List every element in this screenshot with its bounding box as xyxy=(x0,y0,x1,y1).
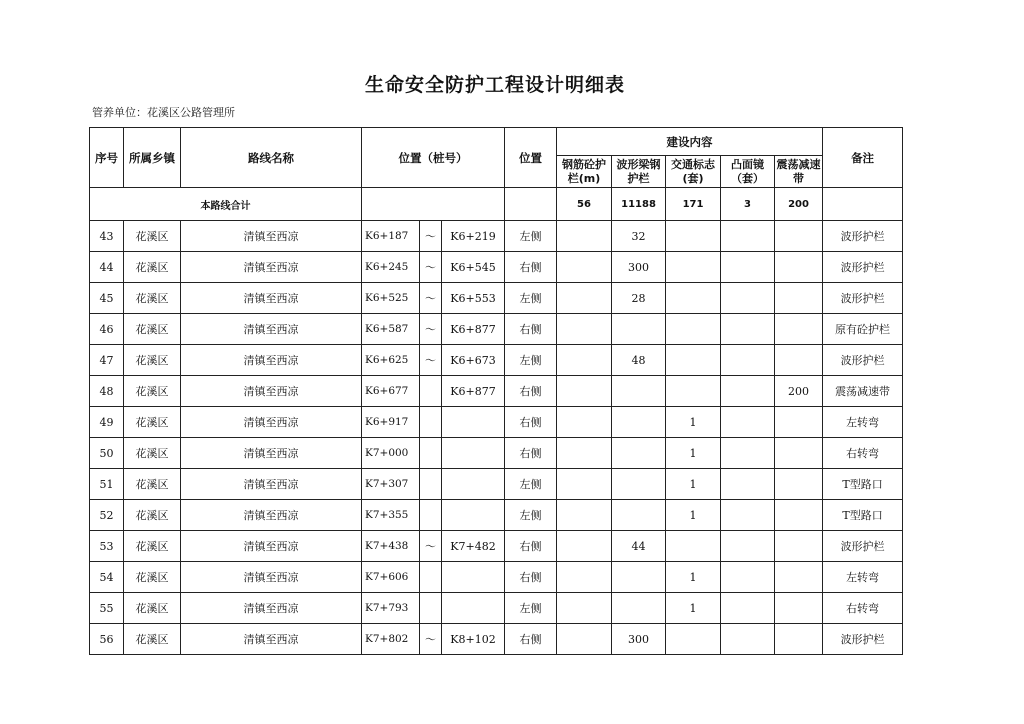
rebar-guardrail-cell xyxy=(557,252,612,283)
speed-bump-cell xyxy=(775,469,823,500)
summary-b: 11188 xyxy=(612,188,666,221)
side-cell: 右侧 xyxy=(505,531,557,562)
side-cell: 右侧 xyxy=(505,314,557,345)
table-row xyxy=(90,593,903,624)
side-cell: 右侧 xyxy=(505,438,557,469)
table-row xyxy=(90,221,903,252)
convex-mirror-cell xyxy=(721,407,775,438)
stake-to-cell xyxy=(442,562,505,593)
stake-tilde-cell xyxy=(420,376,442,407)
stake-to-cell: K8+102 xyxy=(442,624,505,655)
speed-bump-cell xyxy=(775,531,823,562)
speed-bump-cell xyxy=(775,593,823,624)
speed-bump-cell: 200 xyxy=(775,376,823,407)
stake-tilde-cell xyxy=(420,407,442,438)
side-cell: 左侧 xyxy=(505,593,557,624)
note-cell: 波形护栏 xyxy=(823,221,903,252)
summary-c: 171 xyxy=(666,188,721,221)
stake-from-cell: K7+438 xyxy=(362,531,420,562)
rebar-guardrail-cell xyxy=(557,500,612,531)
seq-cell: 56 xyxy=(90,624,124,655)
stake-tilde-cell: ～ xyxy=(420,252,442,283)
route-cell: 清镇至西凉 xyxy=(181,345,362,376)
side-cell: 右侧 xyxy=(505,376,557,407)
seq-cell: 47 xyxy=(90,345,124,376)
stake-tilde-cell: ～ xyxy=(420,283,442,314)
traffic-sign-cell xyxy=(666,624,721,655)
route-cell: 清镇至西凉 xyxy=(181,376,362,407)
wave-guardrail-cell: 28 xyxy=(612,283,666,314)
stake-tilde-cell: ～ xyxy=(420,624,442,655)
convex-mirror-cell xyxy=(721,252,775,283)
header-construction: 建设内容 xyxy=(557,128,823,156)
traffic-sign-cell: 1 xyxy=(666,438,721,469)
speed-bump-cell xyxy=(775,283,823,314)
header-col-a: 钢筋砼护栏(m) xyxy=(557,156,612,188)
speed-bump-cell xyxy=(775,221,823,252)
traffic-sign-cell xyxy=(666,345,721,376)
stake-from-cell: K6+677 xyxy=(362,376,420,407)
traffic-sign-cell: 1 xyxy=(666,469,721,500)
stake-to-cell: K6+877 xyxy=(442,376,505,407)
wave-guardrail-cell xyxy=(612,562,666,593)
side-cell: 左侧 xyxy=(505,469,557,500)
stake-to-cell xyxy=(442,438,505,469)
convex-mirror-cell xyxy=(721,469,775,500)
wave-guardrail-cell xyxy=(612,314,666,345)
note-cell: 右转弯 xyxy=(823,593,903,624)
town-cell: 花溪区 xyxy=(124,376,181,407)
stake-tilde-cell: ～ xyxy=(420,345,442,376)
side-cell: 右侧 xyxy=(505,624,557,655)
stake-tilde-cell xyxy=(420,438,442,469)
note-cell: 震荡减速带 xyxy=(823,376,903,407)
stake-from-cell: K7+000 xyxy=(362,438,420,469)
convex-mirror-cell xyxy=(721,376,775,407)
wave-guardrail-cell: 300 xyxy=(612,624,666,655)
stake-from-cell: K7+802 xyxy=(362,624,420,655)
stake-from-cell: K7+355 xyxy=(362,500,420,531)
note-cell: 右转弯 xyxy=(823,438,903,469)
stake-tilde-cell: ～ xyxy=(420,314,442,345)
rebar-guardrail-cell xyxy=(557,407,612,438)
convex-mirror-cell xyxy=(721,593,775,624)
convex-mirror-cell xyxy=(721,345,775,376)
stake-to-cell xyxy=(442,500,505,531)
summary-d: 3 xyxy=(721,188,775,221)
seq-cell: 44 xyxy=(90,252,124,283)
table-row xyxy=(90,469,903,500)
seq-cell: 51 xyxy=(90,469,124,500)
route-cell: 清镇至西凉 xyxy=(181,593,362,624)
stake-to-cell: K6+545 xyxy=(442,252,505,283)
stake-tilde-cell: ～ xyxy=(420,531,442,562)
traffic-sign-cell xyxy=(666,221,721,252)
table-row xyxy=(90,376,903,407)
seq-cell: 54 xyxy=(90,562,124,593)
rebar-guardrail-cell xyxy=(557,469,612,500)
route-cell: 清镇至西凉 xyxy=(181,314,362,345)
table-row xyxy=(90,345,903,376)
stake-to-cell: K6+553 xyxy=(442,283,505,314)
town-cell: 花溪区 xyxy=(124,221,181,252)
stake-tilde-cell xyxy=(420,562,442,593)
stake-from-cell: K6+525 xyxy=(362,283,420,314)
wave-guardrail-cell xyxy=(612,438,666,469)
convex-mirror-cell xyxy=(721,438,775,469)
speed-bump-cell xyxy=(775,252,823,283)
town-cell: 花溪区 xyxy=(124,283,181,314)
seq-cell: 48 xyxy=(90,376,124,407)
wave-guardrail-cell xyxy=(612,376,666,407)
stake-tilde-cell xyxy=(420,469,442,500)
rebar-guardrail-cell xyxy=(557,562,612,593)
convex-mirror-cell xyxy=(721,562,775,593)
seq-cell: 53 xyxy=(90,531,124,562)
note-cell: 左转弯 xyxy=(823,407,903,438)
stake-to-cell xyxy=(442,593,505,624)
convex-mirror-cell xyxy=(721,624,775,655)
wave-guardrail-cell: 44 xyxy=(612,531,666,562)
summary-e: 200 xyxy=(775,188,823,221)
rebar-guardrail-cell xyxy=(557,593,612,624)
header-col-d: 凸面镜（套） xyxy=(721,156,775,188)
note-cell: 波形护栏 xyxy=(823,345,903,376)
summary-row xyxy=(90,188,903,221)
note-cell: 原有砼护栏 xyxy=(823,314,903,345)
traffic-sign-cell: 1 xyxy=(666,407,721,438)
maintenance-unit-label: 管养单位：花溪区公路管理所 xyxy=(92,106,235,119)
summary-note-blank xyxy=(823,188,903,221)
table-row xyxy=(90,407,903,438)
note-cell: T型路口 xyxy=(823,469,903,500)
town-cell: 花溪区 xyxy=(124,593,181,624)
route-cell: 清镇至西凉 xyxy=(181,221,362,252)
traffic-sign-cell xyxy=(666,314,721,345)
table-row xyxy=(90,252,903,283)
table-row xyxy=(90,624,903,655)
convex-mirror-cell xyxy=(721,531,775,562)
note-cell: 左转弯 xyxy=(823,562,903,593)
stake-to-cell: K7+482 xyxy=(442,531,505,562)
rebar-guardrail-cell xyxy=(557,345,612,376)
speed-bump-cell xyxy=(775,500,823,531)
stake-to-cell xyxy=(442,407,505,438)
route-cell: 清镇至西凉 xyxy=(181,283,362,314)
route-cell: 清镇至西凉 xyxy=(181,438,362,469)
convex-mirror-cell xyxy=(721,221,775,252)
stake-to-cell xyxy=(442,469,505,500)
table-row xyxy=(90,531,903,562)
header-note: 备注 xyxy=(823,128,903,188)
traffic-sign-cell xyxy=(666,531,721,562)
stake-from-cell: K6+587 xyxy=(362,314,420,345)
header-seq: 序号 xyxy=(90,128,124,188)
rebar-guardrail-cell xyxy=(557,221,612,252)
stake-from-cell: K6+625 xyxy=(362,345,420,376)
convex-mirror-cell xyxy=(721,500,775,531)
seq-cell: 45 xyxy=(90,283,124,314)
side-cell: 右侧 xyxy=(505,252,557,283)
wave-guardrail-cell xyxy=(612,469,666,500)
wave-guardrail-cell xyxy=(612,407,666,438)
route-cell: 清镇至西凉 xyxy=(181,407,362,438)
header-route: 路线名称 xyxy=(181,128,362,188)
detail-table xyxy=(89,127,903,655)
stake-from-cell: K6+917 xyxy=(362,407,420,438)
route-cell: 清镇至西凉 xyxy=(181,500,362,531)
rebar-guardrail-cell xyxy=(557,314,612,345)
speed-bump-cell xyxy=(775,314,823,345)
table-row xyxy=(90,562,903,593)
town-cell: 花溪区 xyxy=(124,407,181,438)
rebar-guardrail-cell xyxy=(557,624,612,655)
stake-from-cell: K7+793 xyxy=(362,593,420,624)
speed-bump-cell xyxy=(775,345,823,376)
rebar-guardrail-cell xyxy=(557,283,612,314)
seq-cell: 43 xyxy=(90,221,124,252)
summary-blank xyxy=(362,188,505,221)
header-town: 所属乡镇 xyxy=(124,128,181,188)
seq-cell: 46 xyxy=(90,314,124,345)
town-cell: 花溪区 xyxy=(124,531,181,562)
header-col-e: 震荡减速带 xyxy=(775,156,823,188)
page-title: 生命安全防护工程设计明细表 xyxy=(364,74,625,96)
side-cell: 左侧 xyxy=(505,221,557,252)
side-cell: 左侧 xyxy=(505,500,557,531)
town-cell: 花溪区 xyxy=(124,252,181,283)
speed-bump-cell xyxy=(775,407,823,438)
town-cell: 花溪区 xyxy=(124,500,181,531)
traffic-sign-cell xyxy=(666,283,721,314)
side-cell: 右侧 xyxy=(505,407,557,438)
traffic-sign-cell: 1 xyxy=(666,500,721,531)
side-cell: 左侧 xyxy=(505,345,557,376)
town-cell: 花溪区 xyxy=(124,438,181,469)
summary-side-blank xyxy=(505,188,557,221)
summary-a: 56 xyxy=(557,188,612,221)
table-row xyxy=(90,500,903,531)
stake-from-cell: K6+187 xyxy=(362,221,420,252)
seq-cell: 52 xyxy=(90,500,124,531)
side-cell: 左侧 xyxy=(505,283,557,314)
seq-cell: 55 xyxy=(90,593,124,624)
town-cell: 花溪区 xyxy=(124,562,181,593)
stake-to-cell: K6+219 xyxy=(442,221,505,252)
speed-bump-cell xyxy=(775,438,823,469)
wave-guardrail-cell xyxy=(612,500,666,531)
traffic-sign-cell: 1 xyxy=(666,593,721,624)
seq-cell: 49 xyxy=(90,407,124,438)
rebar-guardrail-cell xyxy=(557,438,612,469)
traffic-sign-cell: 1 xyxy=(666,562,721,593)
town-cell: 花溪区 xyxy=(124,624,181,655)
note-cell: 波形护栏 xyxy=(823,531,903,562)
note-cell: 波形护栏 xyxy=(823,624,903,655)
note-cell: 波形护栏 xyxy=(823,252,903,283)
stake-tilde-cell xyxy=(420,500,442,531)
side-cell: 右侧 xyxy=(505,562,557,593)
header-side: 位置 xyxy=(505,128,557,188)
convex-mirror-cell xyxy=(721,283,775,314)
rebar-guardrail-cell xyxy=(557,376,612,407)
wave-guardrail-cell: 32 xyxy=(612,221,666,252)
stake-from-cell: K6+245 xyxy=(362,252,420,283)
route-cell: 清镇至西凉 xyxy=(181,531,362,562)
speed-bump-cell xyxy=(775,562,823,593)
table-row xyxy=(90,283,903,314)
note-cell: T型路口 xyxy=(823,500,903,531)
summary-label: 本路线合计 xyxy=(90,188,362,221)
stake-to-cell: K6+877 xyxy=(442,314,505,345)
header-position-stake: 位置（桩号） xyxy=(362,128,505,188)
wave-guardrail-cell: 48 xyxy=(612,345,666,376)
stake-to-cell: K6+673 xyxy=(442,345,505,376)
speed-bump-cell xyxy=(775,624,823,655)
wave-guardrail-cell: 300 xyxy=(612,252,666,283)
header-col-c: 交通标志(套) xyxy=(666,156,721,188)
wave-guardrail-cell xyxy=(612,593,666,624)
stake-from-cell: K7+307 xyxy=(362,469,420,500)
note-cell: 波形护栏 xyxy=(823,283,903,314)
town-cell: 花溪区 xyxy=(124,345,181,376)
rebar-guardrail-cell xyxy=(557,531,612,562)
stake-tilde-cell: ～ xyxy=(420,221,442,252)
route-cell: 清镇至西凉 xyxy=(181,469,362,500)
town-cell: 花溪区 xyxy=(124,314,181,345)
header-col-b: 波形梁钢护栏 xyxy=(612,156,666,188)
table-row xyxy=(90,314,903,345)
route-cell: 清镇至西凉 xyxy=(181,562,362,593)
traffic-sign-cell xyxy=(666,376,721,407)
route-cell: 清镇至西凉 xyxy=(181,624,362,655)
town-cell: 花溪区 xyxy=(124,469,181,500)
stake-from-cell: K7+606 xyxy=(362,562,420,593)
convex-mirror-cell xyxy=(721,314,775,345)
seq-cell: 50 xyxy=(90,438,124,469)
traffic-sign-cell xyxy=(666,252,721,283)
route-cell: 清镇至西凉 xyxy=(181,252,362,283)
stake-tilde-cell xyxy=(420,593,442,624)
table-row xyxy=(90,438,903,469)
